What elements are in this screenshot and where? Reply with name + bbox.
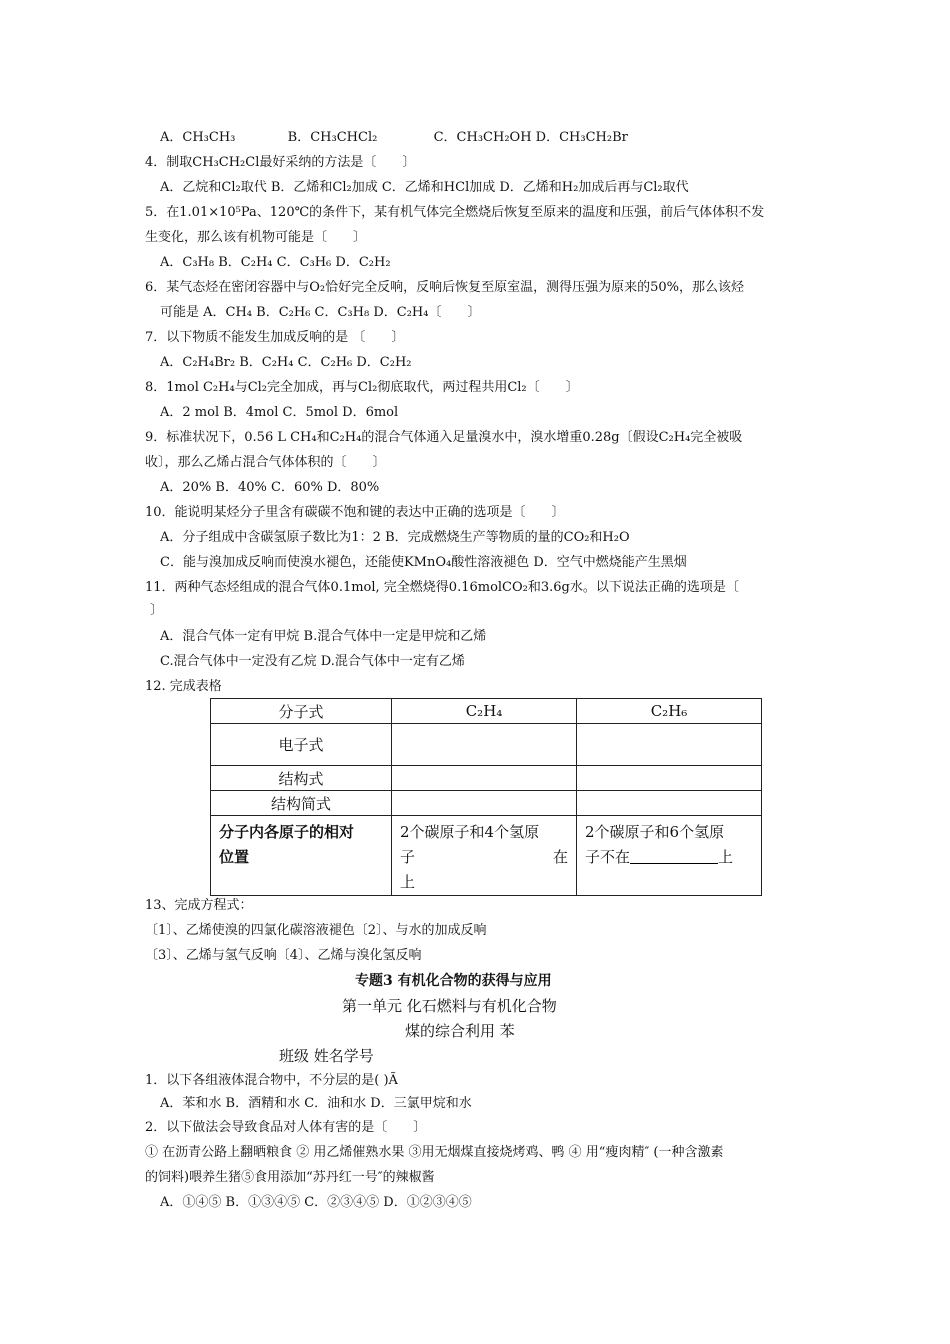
table-row xyxy=(211,816,762,896)
table-cell-empty xyxy=(392,724,577,766)
table-cell-relative-position xyxy=(211,816,392,896)
q13-line2: 〔3〕、乙烯与氢气反响〔4〕、乙烯与溴化氢反响 xyxy=(145,948,422,963)
table-cell-empty xyxy=(392,791,577,816)
c2h6-position-suffix: 上 xyxy=(718,848,734,866)
unit-title: 第一单元 化石燃料与有机化合物 xyxy=(342,997,557,1015)
s1-stem: 1．以下各组液体混合物中，不分层的是( )Ã xyxy=(145,1073,398,1088)
s2-items-line2: 的饲料)喂养生猪⑤食用添加“苏丹红一号″的辣椒酱 xyxy=(145,1170,435,1185)
q10-stem: 10．能说明某烃分子里含有碳碳不饱和键的表达中正确的选项是〔 〕 xyxy=(145,505,565,520)
q13-stem: 13、完成方程式： xyxy=(145,898,253,913)
table-row xyxy=(211,791,762,816)
student-info-line: 班级 姓名学号 xyxy=(279,1047,374,1065)
table-cell-c2h6-position xyxy=(577,816,762,896)
q12-stem: 12. 完成表格 xyxy=(145,679,222,694)
q9-stem-line2: 收〕，那么乙烯占混合气体体积的〔 〕 xyxy=(145,455,386,470)
table-cell-c2h4-position xyxy=(392,816,577,896)
q10-option-line1: A．分子组成中含碳氢原子数比为1：2 B．完成燃烧生产等物质的量的CO₂和H₂O xyxy=(160,530,630,545)
c2h4-position-line3: 上 xyxy=(400,873,416,891)
q6-stem-line1: 6．某气态烃在密闭容器中与O₂恰好完全反响，反响后恢复至原室温，测得压强为原来的50%，那么该烃 xyxy=(145,280,745,295)
topic-title: 煤的综合利用 苯 xyxy=(405,1022,515,1040)
q3-options xyxy=(160,128,628,148)
table-header-c2h6: C₂H₆ xyxy=(577,699,762,724)
q5-stem-line2: 生变化，那么该有机物可能是〔 〕 xyxy=(145,230,367,245)
q4-stem: 4．制取CH₃CH₂Cl最好采纳的方法是〔 〕 xyxy=(145,155,416,170)
s2-stem: 2．以下做法会导致食品对人体有害的是〔 〕 xyxy=(145,1120,427,1135)
q3-option-cd: C．CH₃CH₂OH D．CH₃CH₂Br xyxy=(433,130,628,145)
q5-options: A．C₃H₈ B．C₂H₄ C．C₃H₆ D．C₂H₂ xyxy=(160,255,391,270)
q8-options: A．2 mol B．4mol C．5mol D．6mol xyxy=(160,405,399,420)
table-cell-condensed-formula: 结构简式 xyxy=(211,791,392,816)
q11-option-line1: A．混合气体一定有甲烷 B.混合气体中一定是甲烷和乙烯 xyxy=(160,629,487,644)
table-cell-empty xyxy=(577,724,762,766)
q10-option-line2: C．能与溴加成反响而使溴水褪色，还能使KMnO₄酸性溶液褪色 D．空气中燃烧能产生黑烟 xyxy=(160,555,687,570)
relative-position-line2: 位置 xyxy=(219,848,250,866)
table-cell-empty xyxy=(392,766,577,791)
q11-stem-line2: 〕 xyxy=(150,603,164,618)
table-header-formula: 分子式 xyxy=(211,699,392,724)
c2h4-position-line1: 2个碳原子和4个氢原 xyxy=(400,823,540,841)
q8-stem: 8．1mol C₂H₄与Cl₂完全加成，再与Cl₂彻底取代，两过程共用Cl₂〔 〕 xyxy=(145,380,579,395)
q7-options: A．C₂H₄Br₂ B．C₂H₄ C．C₂H₆ D．C₂H₂ xyxy=(160,355,412,370)
relative-position-line1: 分子内各原子的相对 xyxy=(219,823,355,841)
q3-option-a: A．CH₃CH₃ xyxy=(160,130,236,145)
table-cell-electron-formula: 电子式 xyxy=(211,724,392,766)
q11-stem-line1: 11．两种气态烃组成的混合气体0.1mol, 完全燃烧得0.16molCO₂和3.6g水。以下说法正确的选项是〔 xyxy=(145,580,739,595)
q9-options: A．20% B．40% C．60% D．80% xyxy=(160,480,380,495)
q11-option-line2: C.混合气体中一定没有乙烷 D.混合气体中一定有乙烯 xyxy=(160,654,465,669)
c2h4-position-line2 xyxy=(400,845,568,870)
s2-items-line1: ① 在沥青公路上翻晒粮食 ② 用乙烯催熟水果 ③用无烟煤直接烧烤鸡、鸭 ④ 用“瘦肉精″ (一种含激素 xyxy=(145,1145,724,1160)
q6-stem-line2: 可能是 A．CH₄ B．C₂H₆ C．C₃H₈ D．C₂H₄〔 〕 xyxy=(160,305,481,320)
s2-options: A．①④⑤ B．①③④⑤ C．②③④⑤ D．①②③④⑤ xyxy=(160,1195,472,1210)
table-cell-empty xyxy=(577,791,762,816)
q9-stem-line1: 9．标准状况下，0.56 L CH₄和C₂H₄的混合气体通入足量溴水中，溴水增重0.28g〔假设C₂H₄完全被吸 xyxy=(145,430,743,445)
table-row xyxy=(211,724,762,766)
table-row xyxy=(211,699,762,724)
s1-options: A．苯和水 B．酒精和水 C．油和水 D．三氯甲烷和水 xyxy=(160,1096,472,1111)
q3-option-b: B．CH₃CHCl₂ xyxy=(287,130,378,145)
section-title: 专题3 有机化合物的获得与应用 xyxy=(355,973,552,989)
c2h4-position-word-left: 子 xyxy=(400,848,416,866)
table-row xyxy=(211,766,762,791)
c2h6-position-line1: 2个碳原子和6个氢原 xyxy=(585,823,725,841)
fill-in-blank[interactable] xyxy=(630,849,718,864)
c2h4-position-word-right: 在 xyxy=(552,848,568,866)
c2h6-position-line2 xyxy=(585,845,753,870)
table-cell-empty xyxy=(577,766,762,791)
q5-stem-line1: 5．在1.01×10⁵Pa、120℃的条件下，某有机气体完全燃烧后恢复至原来的温度和压强，前后气体体积不发 xyxy=(145,205,765,220)
q7-stem: 7．以下物质不能发生加成反响的是 〔 〕 xyxy=(145,330,405,345)
q4-options: A．乙烷和Cl₂取代 B．乙烯和Cl₂加成 C．乙烯和HCl加成 D．乙烯和H₂加成后再与Cl₂取代 xyxy=(160,180,689,195)
table-header-c2h4: C₂H₄ xyxy=(392,699,577,724)
table-cell-structural-formula: 结构式 xyxy=(211,766,392,791)
c2h6-position-prefix: 子不在 xyxy=(585,848,631,866)
q13-line1: 〔1〕、乙烯使溴的四氯化碳溶液褪色〔2〕、与水的加成反响 xyxy=(145,923,487,938)
molecule-table xyxy=(210,698,762,896)
